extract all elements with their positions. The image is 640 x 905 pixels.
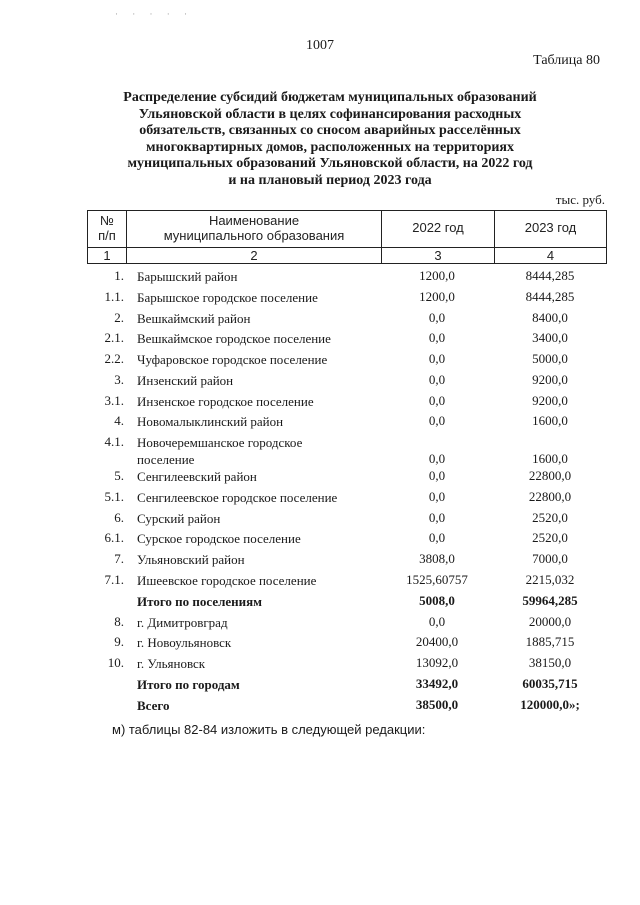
title-line: Распределение субсидий бюджетам муниципальных образований — [123, 90, 537, 105]
row-value-2022: 0,0 — [428, 310, 446, 325]
row-value-2022: 0,0 — [428, 413, 446, 428]
row-value-2022: 0,0 — [428, 530, 446, 545]
row-value-2023: 1600,0 — [532, 451, 568, 466]
row-name: г. Димитровград — [137, 615, 228, 630]
row-number: 2.2. — [104, 351, 124, 366]
row-value-2022: 3808,0 — [419, 551, 455, 566]
title-line: обязательств, связанных со сносом аварийных расселённых — [139, 123, 521, 138]
row-value-2023: 38150,0 — [528, 655, 572, 670]
row-name: Итого по городам — [137, 677, 240, 692]
row-value-2022: 0,0 — [428, 330, 446, 345]
row-value-2022: 33492,0 — [415, 676, 459, 691]
header-top-line — [87, 210, 607, 211]
row-value-2023: 8444,285 — [525, 268, 575, 283]
row-number: 9. — [114, 634, 124, 649]
document-title — [100, 90, 560, 189]
row-name: Барышское городское поселение — [137, 290, 318, 305]
row-value-2023: 2520,0 — [532, 510, 568, 525]
row-name: Сенгилеевское городское поселение — [137, 490, 338, 505]
row-name: Чуфаровское городское поселение — [137, 352, 328, 367]
row-number: 3.1. — [104, 393, 124, 408]
row-name: Инзенский район — [137, 373, 234, 388]
row-value-2023: 9200,0 — [532, 372, 568, 387]
header-2022: 2022 год — [412, 220, 464, 235]
header-vline — [606, 210, 607, 264]
row-value-2022: 0,0 — [428, 614, 446, 629]
row-name: Вешкаймский район — [137, 311, 251, 326]
row-name: Сурский район — [137, 511, 221, 526]
header-bottom-line — [87, 263, 607, 264]
header-name — [127, 213, 381, 243]
row-number: 3. — [114, 372, 124, 387]
row-name: Ишеевское городское поселение — [137, 573, 317, 588]
row-value-2022: 0,0 — [428, 510, 446, 525]
row-value-2022: 0,0 — [428, 351, 446, 366]
row-value-2023: 1600,0 — [532, 413, 568, 428]
row-value-2022: 5008,0 — [419, 593, 455, 608]
header-col-index: 2 — [250, 248, 258, 263]
row-name: Итого по поселениям — [137, 594, 263, 609]
header-name-line1: Наименование — [208, 213, 300, 228]
header-2023: 2023 год — [524, 220, 577, 235]
row-name: поселение — [137, 452, 195, 467]
row-number: 2. — [114, 310, 124, 325]
row-value-2022: 0,0 — [428, 489, 446, 504]
table-label: Таблица 80 — [533, 53, 600, 68]
footer-note: м) таблицы 82-84 изложить в следующей редакции: — [112, 722, 426, 737]
row-name: Барышский район — [137, 269, 238, 284]
row-value-2023: 7000,0 — [532, 551, 568, 566]
row-value-2023: 2520,0 — [532, 530, 568, 545]
row-value-2022: 38500,0 — [415, 697, 459, 712]
row-number: 6. — [114, 510, 124, 525]
header-num-line1: № — [100, 213, 114, 228]
row-value-2023: 1885,715 — [525, 634, 575, 649]
row-value-2023: 22800,0 — [528, 468, 572, 483]
header-num-line2: п/п — [98, 228, 116, 243]
row-number: 7.1. — [104, 572, 124, 587]
row-value-2023: 20000,0 — [528, 614, 572, 629]
row-value-2023: 3400,0 — [532, 330, 568, 345]
row-value-2022: 1525,60757 — [406, 572, 468, 587]
row-value-2022: 1200,0 — [419, 289, 455, 304]
title-line: многоквартирных домов, расположенных на территориях — [146, 139, 514, 155]
row-number: 1.1. — [104, 289, 124, 304]
header-name-line2: муниципального образования — [163, 228, 345, 243]
header-num — [88, 213, 126, 243]
row-value-2023: 22800,0 — [528, 489, 572, 504]
row-name: Ульяновский район — [137, 552, 245, 567]
row-value-2023: 9200,0 — [532, 393, 568, 408]
row-name: Сенгилеевский район — [137, 469, 257, 484]
row-number: 5.1. — [104, 489, 124, 504]
row-value-2022: 1200,0 — [419, 268, 455, 283]
header-col-index: 4 — [546, 248, 555, 263]
title-line: и на плановый период 2023 года — [228, 172, 432, 188]
header-col-index: 3 — [434, 248, 442, 263]
row-value-2023: 59964,285 — [522, 593, 578, 608]
row-number: 4. — [114, 413, 124, 428]
row-name: Инзенское городское поселение — [137, 394, 314, 409]
page-number: 1007 — [306, 38, 334, 53]
row-value-2023: 8444,285 — [525, 289, 575, 304]
row-number: 4.1. — [104, 434, 124, 449]
row-value-2023: 60035,715 — [522, 676, 578, 691]
row-name: Вешкаймское городское поселение — [137, 331, 331, 346]
row-name: Новомалыклинский район — [137, 414, 284, 429]
row-name: Новочеремшанское городское — [137, 435, 303, 450]
row-number: 1. — [114, 268, 124, 283]
row-number: 5. — [114, 468, 124, 483]
row-number: 8. — [114, 614, 124, 629]
row-value-2023: 5000,0 — [532, 351, 568, 366]
row-name: г. Ульяновск — [137, 656, 206, 671]
row-name: Всего — [137, 698, 170, 713]
row-number: 7. — [114, 551, 124, 566]
header-col-index: 1 — [103, 248, 111, 263]
units-label: тыс. руб. — [555, 192, 605, 207]
row-name: Сурское городское поселение — [137, 531, 301, 546]
scan-artifact: · · · · · — [115, 9, 193, 19]
row-number: 6.1. — [104, 530, 124, 545]
row-value-2023: 2215,032 — [525, 572, 575, 587]
row-number: 2.1. — [104, 330, 124, 345]
row-value-2022: 0,0 — [428, 468, 446, 483]
row-value-2023: 8400,0 — [532, 310, 568, 325]
row-value-2023: 120000,0»; — [520, 697, 580, 712]
row-value-2022: 20400,0 — [415, 634, 459, 649]
row-value-2022: 0,0 — [428, 451, 446, 466]
row-value-2022: 13092,0 — [415, 655, 459, 670]
row-value-2022: 0,0 — [428, 393, 446, 408]
title-line: муниципальных образований Ульяновской области, на 2022 год — [127, 156, 533, 171]
row-number: 10. — [107, 655, 124, 670]
row-name: г. Новоульяновск — [137, 635, 232, 650]
title-line: Ульяновской области в целях софинансирования расходных — [138, 106, 522, 122]
row-value-2022: 0,0 — [428, 372, 446, 387]
